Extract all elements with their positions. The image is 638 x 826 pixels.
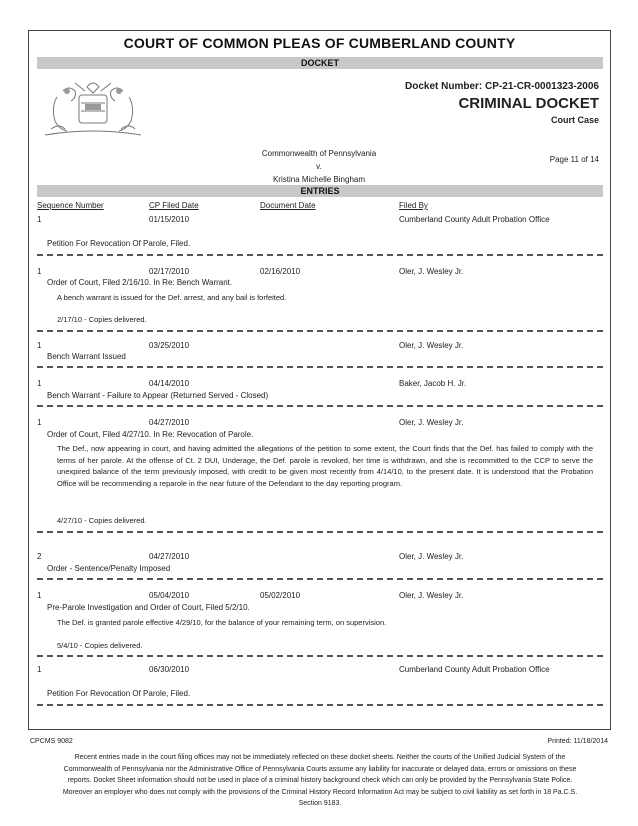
entry-description: Order - Sentence/Penalty Imposed (47, 564, 171, 573)
filed-by: Cumberland County Adult Probation Office (399, 215, 550, 224)
docket-label: DOCKET (37, 57, 603, 69)
table-row (37, 418, 603, 544)
printed-date: Printed: 11/18/2014 (547, 738, 608, 745)
sequence-number: 1 (37, 267, 42, 276)
document-date: 05/02/2010 (260, 591, 301, 600)
table-row (37, 665, 603, 711)
caption-plaintiff: Commonwealth of Pennsylvania (261, 149, 377, 158)
entry-copies: 2/17/10 - Copies delivered. (57, 315, 147, 324)
form-id: CPCMS 9082 (30, 738, 73, 745)
court-title: COURT OF COMMON PLEAS OF CUMBERLAND COUNTY (123, 35, 516, 51)
filed-by: Baker, Jacob H. Jr. (399, 379, 467, 388)
entry-note: The Def. is granted parole effective 4/29/10, for the balance of your remaining term, on supervision. (57, 618, 387, 627)
row-divider (37, 655, 603, 657)
filed-by: Cumberland County Adult Probation Office (399, 665, 550, 674)
filed-by: Oler, J. Wesley Jr. (399, 267, 464, 276)
pennsylvania-coat-of-arms-icon (39, 77, 147, 139)
table-row (37, 341, 603, 371)
docket-number: Docket Number: CP-21-CR-0001323-2006 (405, 81, 599, 92)
cp-filed-date: 01/15/2010 (149, 215, 190, 224)
entry-description: Pre-Parole Investigation and Order of Court, Filed 5/2/10. (47, 603, 250, 612)
entries-title: ENTRIES (37, 185, 603, 197)
filed-by: Oler, J. Wesley Jr. (399, 591, 464, 600)
cp-filed-date: 06/30/2010 (149, 665, 190, 674)
page-number: Page 11 of 14 (549, 155, 599, 164)
column-header-filed-by: Filed By (399, 201, 428, 210)
disclaimer: Recent entries made in the court filing offices may not be immediately reflected on these docket sheets. Neither the courts of the Unified Judicial System of the Commonwealth of Pennsylvania nor the Administrative Office of Pennsylvania Courts assume any liability for inaccurate or delayed data, errors or omissions on these reports. Docket Sheet information should not be used in place of a criminal history background check which can only be provided by the Pennsylvania State Police. Moreover an employer who does not comply with the provisions of the Criminal History Record Information Act may be subject to civil liability as set forth in 18 Pa.C.S. Section 9183. (62, 754, 578, 807)
row-divider (37, 366, 603, 368)
case-type: Court Case (550, 115, 599, 125)
table-row (37, 215, 603, 259)
entry-copies: 5/4/10 - Copies delivered. (57, 641, 143, 650)
cp-filed-date: 04/27/2010 (149, 418, 190, 427)
table-row (37, 267, 603, 337)
sequence-number: 1 (37, 418, 42, 427)
cp-filed-date: 04/27/2010 (149, 552, 190, 561)
table-row (37, 552, 603, 582)
docket-frame (28, 30, 611, 730)
document-date: 02/16/2010 (260, 267, 301, 276)
row-divider (37, 531, 603, 533)
cp-filed-date: 02/17/2010 (149, 267, 190, 276)
sequence-number: 1 (37, 379, 42, 388)
column-header-document-date: Document Date (260, 201, 316, 210)
entry-note: A bench warrant is issued for the Def. arrest, and any bail is forfeited. (57, 293, 287, 302)
filed-by: Oler, J. Wesley Jr. (399, 552, 464, 561)
entry-description: Bench Warrant - Failure to Appear (Returned Served - Closed) (47, 391, 269, 400)
column-header-sequence: Sequence Number (37, 201, 104, 210)
table-row (37, 379, 603, 409)
caption-defendant: Kristina Michelle Bingham (272, 175, 366, 184)
row-divider (37, 330, 603, 332)
table-row (37, 591, 603, 663)
caption-versus: v. (316, 162, 322, 171)
entry-description: Bench Warrant Issued (47, 352, 126, 361)
filed-by: Oler, J. Wesley Jr. (399, 341, 464, 350)
row-divider (37, 405, 603, 407)
row-divider (37, 578, 603, 580)
row-divider (37, 254, 603, 256)
row-divider (37, 704, 603, 706)
cp-filed-date: 04/14/2010 (149, 379, 190, 388)
entry-note: The Def., now appearing in court, and having admitted the allegations of the petition to some extent, the Court finds that the Def. has failed to comply with the terms of her parole. At the offense of Ct. 2 DUI, Underage, the Def. parole is revoked, her time is withdrawn, and she is recommitted to the CCP to serve the unexpired balance of the term previously imposed, with credit to be given most recently from 4/14/10, to the present date. It is understood that the Probation Office will be recommending a reparole in the near future of the Defendant to the day reporting program. (57, 444, 593, 488)
filed-by: Oler, J. Wesley Jr. (399, 418, 464, 427)
sequence-number: 2 (37, 552, 42, 561)
entry-copies: 4/27/10 - Copies delivered. (57, 516, 147, 525)
sequence-number: 1 (37, 665, 42, 674)
docket-type: CRIMINAL DOCKET (458, 95, 599, 112)
sequence-number: 1 (37, 591, 42, 600)
entry-description: Order of Court, Filed 4/27/10. In Re: Revocation of Parole. (47, 430, 254, 439)
entry-description: Petition For Revocation Of Parole, Filed. (47, 689, 191, 698)
entry-description: Order of Court, Filed 2/16/10. In Re: Bench Warrant. (47, 278, 233, 287)
sequence-number: 1 (37, 215, 42, 224)
sequence-number: 1 (37, 341, 42, 350)
cp-filed-date: 03/25/2010 (149, 341, 190, 350)
entry-description: Petition For Revocation Of Parole, Filed. (47, 239, 191, 248)
cp-filed-date: 05/04/2010 (149, 591, 190, 600)
column-header-cp-filed-date: CP Filed Date (149, 201, 199, 210)
